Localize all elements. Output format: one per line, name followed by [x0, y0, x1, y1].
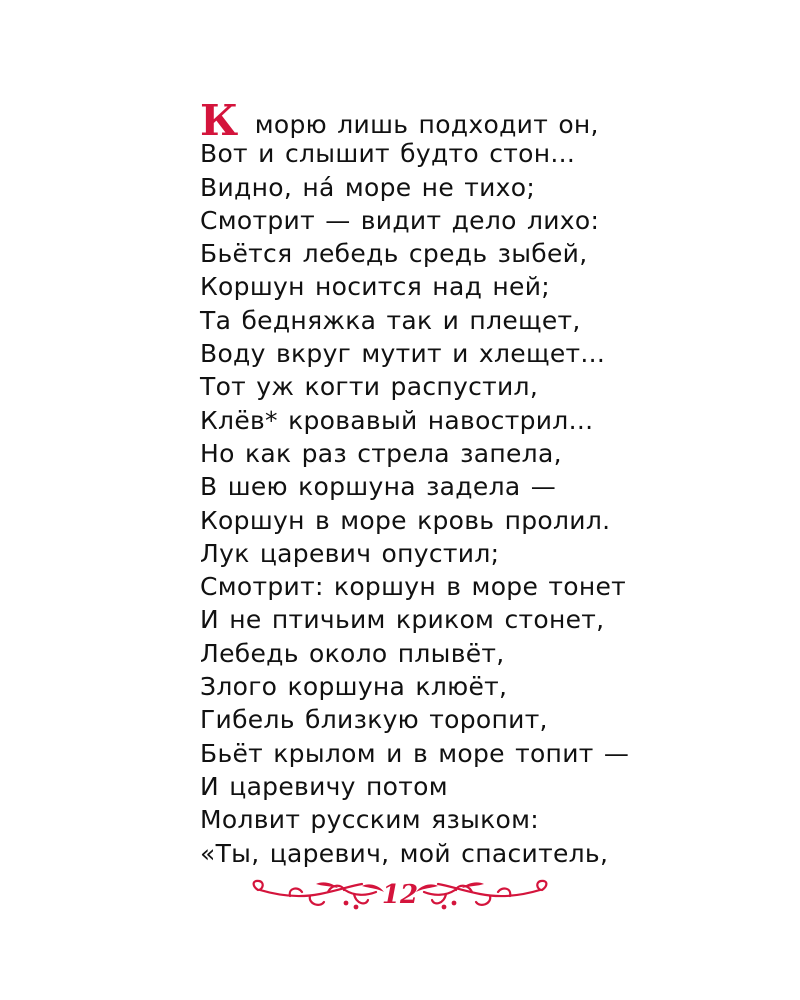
poem-line: Злого коршуна клюёт,: [200, 672, 508, 702]
poem-line: Воду вкруг мутит и хлещет...: [200, 339, 606, 369]
poem-line: «Ты, царевич, мой спаситель,: [200, 838, 609, 868]
poem-line: И не птичьим криком стонет,: [200, 605, 605, 635]
poem-line: Молвит русским языком:: [200, 805, 539, 835]
drop-cap: К: [200, 96, 239, 145]
poem-line: В шею коршуна задела —: [200, 472, 557, 502]
poem-line: Та бедняжка так и плещет,: [200, 305, 581, 335]
poem-line: Бьёт крылом и в море топит —: [200, 738, 630, 768]
poem-line: Лебедь около плывёт,: [200, 638, 505, 668]
poem-line: Тот уж когти распустил,: [200, 372, 539, 402]
poem-line: Коршун носится над ней;: [200, 272, 550, 302]
poem-line-1: [200, 96, 760, 145]
poem-line: И царевичу потом: [200, 771, 448, 801]
poem-line: Но как раз стрела запела,: [200, 438, 562, 468]
poem-line-1-text: морю лишь подходит он,: [244, 110, 599, 139]
poem-line: Лук царевич опустил;: [200, 538, 500, 568]
poem-text: [200, 96, 760, 903]
poem-line: Клёв* кровавый навострил...: [200, 405, 594, 435]
poem-line: Вот и слышит будто стон...: [200, 139, 576, 169]
poem-line: Смотрит — видит дело лихо:: [200, 205, 600, 235]
page-number: 12: [381, 880, 419, 910]
poem-line: Смотрит: коршун в море тонет: [200, 572, 627, 602]
poem-line: Бьётся лебедь средь зыбей,: [200, 239, 588, 269]
page-footer: [250, 870, 550, 930]
flourish-ornament-icon: [415, 878, 550, 914]
poem-line: Коршун в море кровь пролил.: [200, 505, 611, 535]
poem-line: Видно, нá море не тихо;: [200, 172, 536, 202]
poem-line: Гибель близкую торопит,: [200, 705, 548, 735]
